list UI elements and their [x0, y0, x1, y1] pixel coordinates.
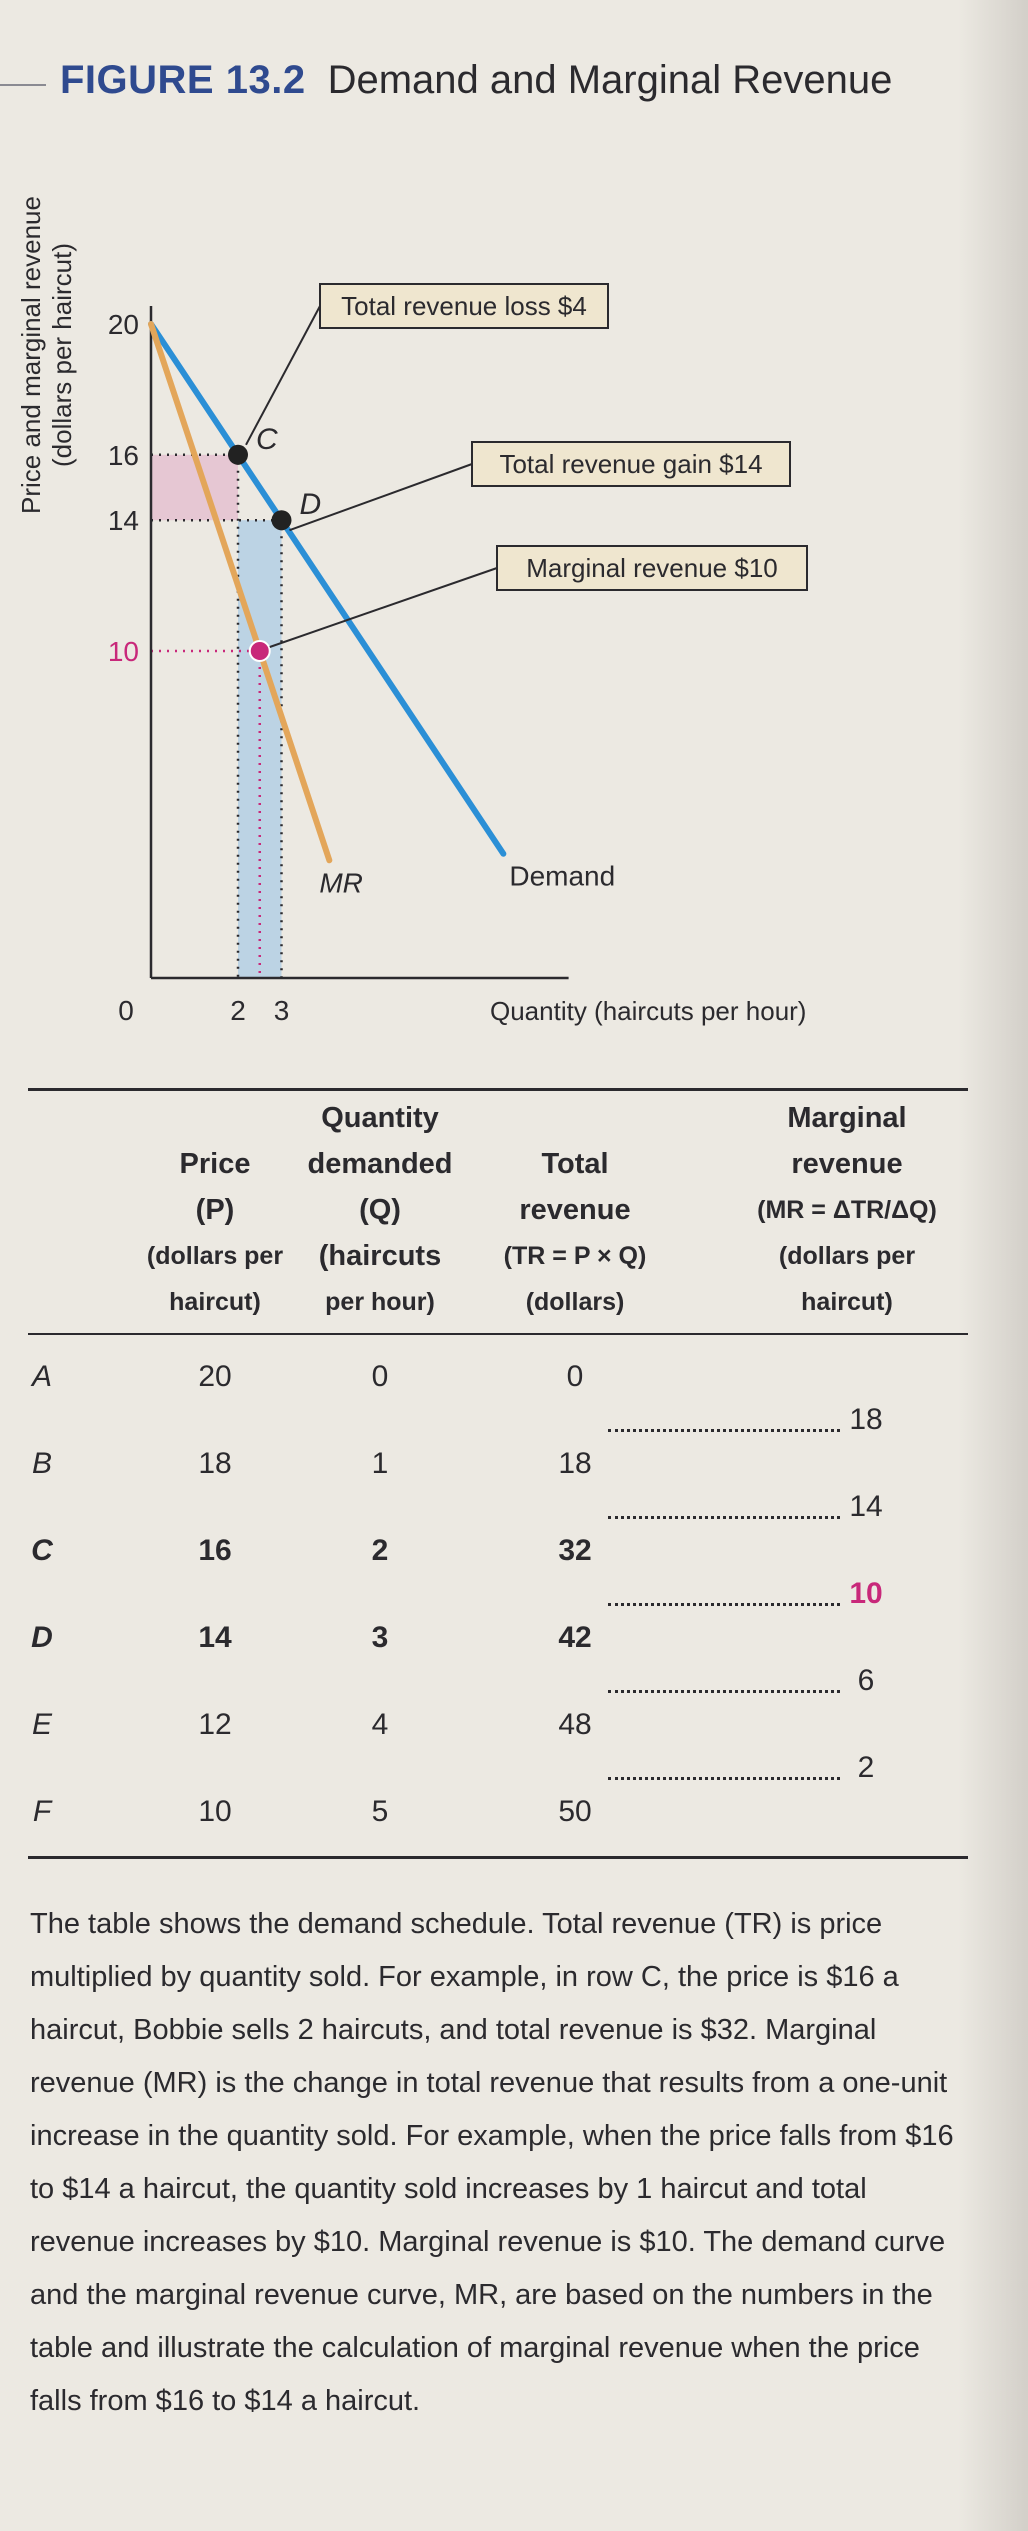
figure-rule: [0, 84, 46, 86]
shaded-area-loss: [151, 455, 238, 520]
table-cell-marginal-revenue: 18: [849, 1403, 883, 1436]
table-cell-total-revenue: 18: [558, 1447, 592, 1480]
mr-leader-dots: [608, 1777, 840, 1780]
table-header-col2-line3: (Q): [359, 1194, 401, 1226]
table-header-col1-line3: (dollars per: [146, 1242, 284, 1270]
table-cell-marginal-revenue: 10: [849, 1577, 883, 1610]
table-header-col4-line5: haircut): [801, 1288, 893, 1316]
table-row-label: C: [31, 1534, 53, 1567]
table-cell-marginal-revenue: 2: [857, 1751, 875, 1784]
mr-leader-dots: [608, 1429, 840, 1432]
series-label-demand: Demand: [509, 860, 616, 892]
series-label-mr: MR: [319, 867, 363, 899]
figure-heading: [60, 58, 892, 103]
table-cell-price: 10: [198, 1795, 232, 1828]
table-header-col2-line2: demanded: [307, 1148, 453, 1180]
table-row-label: A: [31, 1360, 52, 1393]
figure-title: Demand and Marginal Revenue: [327, 58, 893, 102]
table-row-label: D: [31, 1621, 53, 1654]
table-cell-total-revenue: 48: [558, 1708, 592, 1741]
table-header-col4-line1: Marginal: [787, 1102, 907, 1134]
point-label-c: C: [256, 422, 278, 456]
series-line-demand: [151, 324, 503, 854]
table-cell-quantity: 4: [371, 1708, 389, 1741]
figure-caption: The table shows the demand schedule. Total revenue (TR) is price multiplied by quantity sold. For example, in row C, the price is $16 a haircut, Bobbie sells 2 haircuts, and total revenue is $32. Marginal revenue (MR) is the change in total revenue that results from a one-unit increase in the quantity sold. For example, when the price falls from $16 to $14 a haircut, the quantity sold increases by 1 haircut and total revenue increases by $10. Marginal revenue is $10. The demand curve and the marginal revenue curve, MR, are based on the numbers in the table and illustrate the calculation of marginal revenue when the price falls from $16 to $14 a haircut.: [30, 1908, 954, 2417]
table-cell-quantity: 1: [371, 1447, 389, 1480]
callout-text-3: Marginal revenue $10: [526, 553, 778, 583]
callout-text-2: Total revenue gain $14: [499, 449, 763, 479]
point-c: [228, 445, 248, 465]
table-header-col3-line2: revenue: [519, 1194, 631, 1226]
figure-label: FIGURE 13.2: [60, 58, 306, 102]
table-header-col4-line3: (MR = ΔTR/ΔQ): [757, 1196, 937, 1224]
y-tick-label-10: 10: [107, 636, 139, 667]
point-d: [272, 510, 292, 530]
x-tick-label-2: 2: [230, 995, 246, 1026]
table-header-col1-line1: Price: [179, 1148, 251, 1180]
point-label-d: D: [299, 488, 322, 522]
table-cell-price: 20: [198, 1360, 232, 1393]
point-mr: [250, 641, 270, 661]
origin-label: 0: [118, 995, 134, 1026]
callout-text-1: Total revenue loss $4: [341, 291, 587, 321]
y-tick-label-20: 20: [107, 309, 139, 340]
table-row-label: E: [31, 1708, 52, 1741]
table-top-rule: [28, 1088, 968, 1091]
table-header-col2-line4: (haircuts: [318, 1240, 442, 1272]
table-header-col3-line1: Total: [541, 1148, 609, 1180]
table-cell-quantity: 2: [371, 1534, 389, 1567]
table-bottom-rule: [28, 1856, 968, 1859]
table-header-col1-line4: haircut): [169, 1288, 261, 1316]
y-axis-label-line-2: (dollars per haircut): [47, 243, 77, 467]
x-axis-label: Quantity (haircuts per hour): [490, 996, 807, 1026]
x-tick-label-3: 3: [273, 995, 290, 1026]
table-cell-quantity: 0: [371, 1360, 389, 1393]
table-cell-price: 14: [198, 1621, 232, 1654]
table-header-col2-line5: per hour): [325, 1288, 435, 1316]
table-cell-price: 16: [198, 1534, 232, 1567]
table-row-label: F: [32, 1795, 52, 1828]
table-header-rule: [28, 1333, 968, 1335]
table-cell-total-revenue: 0: [566, 1360, 584, 1393]
demand-mr-chart: [0, 160, 1000, 1060]
table-cell-total-revenue: 50: [558, 1795, 592, 1828]
table-header-col4-line2: revenue: [791, 1148, 903, 1180]
mr-leader-dots: [608, 1516, 840, 1519]
shaded-area-gain: [238, 520, 282, 978]
table-cell-marginal-revenue: 6: [857, 1664, 875, 1697]
table-header-col4-line4: (dollars per: [778, 1242, 916, 1270]
mr-leader-dots: [608, 1690, 840, 1693]
table-header-col1-line2: (P): [195, 1194, 235, 1226]
y-tick-label-14: 14: [107, 505, 139, 537]
callout-leader-1: [246, 306, 320, 445]
table-cell-marginal-revenue: 14: [849, 1490, 883, 1523]
table-cell-price: 12: [198, 1708, 232, 1741]
mr-leader-dots: [608, 1603, 840, 1606]
table-header-col3-line4: (dollars): [525, 1288, 625, 1316]
table-row-label: B: [31, 1447, 52, 1480]
table-cell-quantity: 5: [371, 1795, 389, 1828]
table-cell-total-revenue: 42: [558, 1621, 592, 1654]
table-cell-quantity: 3: [371, 1621, 389, 1654]
y-tick-label-16: 16: [107, 439, 139, 471]
table-cell-price: 18: [198, 1447, 232, 1480]
callout-leader-3: [270, 568, 497, 647]
table-header-col3-line3: (TR = P × Q): [503, 1242, 647, 1270]
table-header-col2-line1: Quantity: [321, 1102, 439, 1134]
table-cell-total-revenue: 32: [558, 1534, 592, 1567]
y-axis-label-line-1: Price and marginal revenue: [16, 196, 46, 514]
